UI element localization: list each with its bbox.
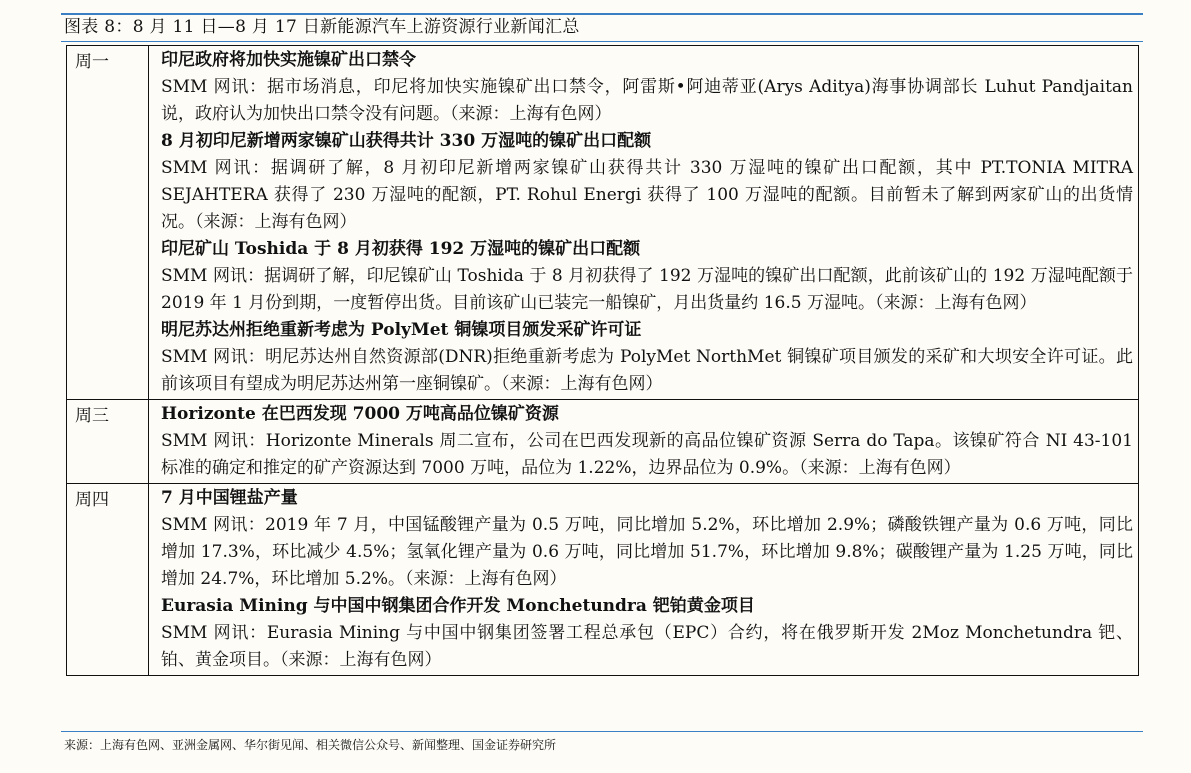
- news-body: SMM 网讯：明尼苏达州自然资源部(DNR)拒绝重新考虑为 PolyMet NorthMet 铜镍矿项目颁发的采矿和大坝安全许可证。此前该项目有望成为明尼苏达州第一座铜镍矿。（来源：上海有色网）: [161, 347, 1133, 394]
- news-headline: Horizonte 在巴西发现 7000 万吨高品位镍矿资源: [161, 404, 559, 424]
- news-body: SMM 网讯：据调研了解，印尼镍矿山 Toshida 于 8 月初获得了 192 万湿吨的镍矿出口配额，此前该矿山的 192 万湿吨配额于 2019 年 1 月份到期，一度暂停出货。目前该矿山已装完一船镍矿，月出货量约 16.5 万湿吨。（来源：上海有色网）: [161, 266, 1133, 313]
- source-note: 来源：上海有色网、亚洲金属网、华尔街见闻、相关微信公众号、新闻整理、国金证券研究所: [64, 738, 557, 752]
- day-cell: 周三: [67, 400, 149, 484]
- news-body: SMM 网讯：Horizonte Minerals 周二宣布，公司在巴西发现新的高品位镍矿资源 Serra do Tapa。该镍矿符合 NI 43-101 标准的确定和推定的矿产资源达到 7000 万吨，品位为 1.22%，边界品位为 0.9%。（来源：上海有色网）: [161, 431, 1133, 478]
- table-row: [67, 400, 1139, 484]
- news-body: SMM 网讯：Eurasia Mining 与中国中钢集团签署工程总承包（EPC）合约，将在俄罗斯开发 2Moz Monchetundra 钯、铂、黄金项目。（来源：上海有色网）: [161, 623, 1133, 670]
- news-body: SMM 网讯：2019 年 7 月，中国锰酸锂产量为 0.5 万吨，同比增加 5.2%，环比增加 2.9%；磷酸铁锂产量为 0.6 万吨，同比增加 17.3%，环比减少 4.5%；氢氧化锂产量为 0.6 万吨，同比增加 51.7%，环比增加 9.8%；碳酸锂产量为 1.25 万吨，同比增加 24.7%，环比增加 5.2%。（来源：上海有色网）: [161, 515, 1133, 589]
- news-body: SMM 网讯：据市场消息，印尼将加快实施镍矿出口禁令，阿雷斯•阿迪蒂亚(Arys Aditya)海事协调部长 Luhut Pandjaitan 说，政府认为加快出口禁令没有问题。（来源：上海有色网）: [161, 77, 1133, 124]
- news-headline: 印尼政府将加快实施镍矿出口禁令: [161, 50, 416, 70]
- table-row: [67, 484, 1139, 676]
- news-headline: 印尼矿山 Toshida 于 8 月初获得 192 万湿吨的镍矿出口配额: [161, 239, 641, 259]
- news-headline: 明尼苏达州拒绝重新考虑为 PolyMet 铜镍项目颁发采矿许可证: [161, 320, 642, 340]
- day-cell: 周四: [67, 484, 149, 676]
- table-bottom-rule: [61, 731, 1143, 732]
- news-headline: 7 月中国锂盐产量: [161, 488, 298, 508]
- caption-bottom-rule: [61, 41, 1143, 42]
- day-cell: 周一: [67, 46, 149, 400]
- news-cell: [149, 484, 1139, 676]
- figure-caption: 图表 8：8 月 11 日—8 月 17 日新能源汽车上游资源行业新闻汇总: [64, 17, 580, 37]
- table-row: [67, 46, 1139, 400]
- news-table: [66, 45, 1139, 676]
- news-headline: 8 月初印尼新增两家镍矿山获得共计 330 万湿吨的镍矿出口配额: [161, 131, 652, 151]
- caption-top-rule: [61, 13, 1143, 15]
- news-headline: Eurasia Mining 与中国中钢集团合作开发 Monchetundra 钯铂黄金项目: [161, 596, 755, 616]
- news-cell: [149, 400, 1139, 484]
- news-cell: [149, 46, 1139, 400]
- news-body: SMM 网讯：据调研了解，8 月初印尼新增两家镍矿山获得共计 330 万湿吨的镍矿出口配额，其中 PT.TONIA MITRA SEJAHTERA 获得了 230 万湿吨的配额，PT. Rohul Energi 获得了 100 万湿吨的配额。目前暂未了解到两家矿山的出货情况。（来源：上海有色网）: [161, 158, 1133, 232]
